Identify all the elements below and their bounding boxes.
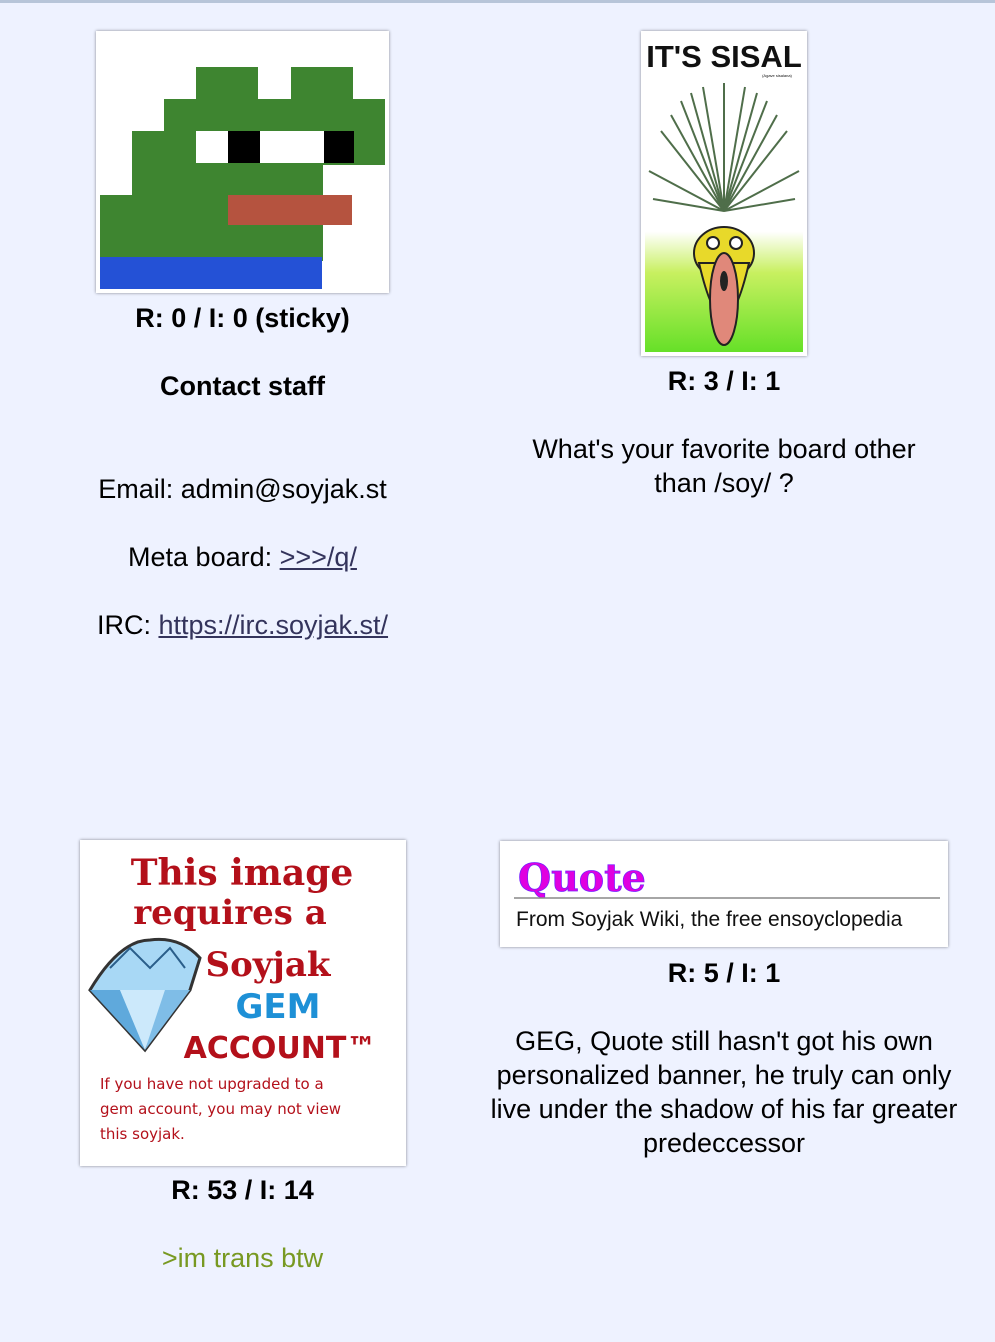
thread-thumbnail[interactable] <box>641 31 807 356</box>
thread-thumbnail[interactable] <box>80 840 406 1166</box>
thread-thumbnail[interactable] <box>500 841 948 947</box>
thread-thumbnail[interactable] <box>96 31 389 293</box>
quote-title: Quote <box>518 855 646 900</box>
gem-small-3: this soyjak. <box>100 1125 185 1143</box>
gem-account-icon <box>80 840 406 1166</box>
gem-line-4: GEM <box>235 987 321 1027</box>
meta-board-label: Meta board: <box>128 542 280 572</box>
thread-stats: R: 0 / I: 0 (sticky) <box>135 303 350 333</box>
thread-stats: R: 3 / I: 1 <box>667 366 781 396</box>
gem-small-1: If you have not upgraded to a <box>100 1075 324 1093</box>
pixel-frog-icon <box>96 31 389 293</box>
wiki-banner-icon <box>500 841 948 947</box>
thread-body <box>40 472 445 642</box>
irc-link[interactable]: https://irc.soyjak.st/ <box>158 610 389 640</box>
gem-small-2: gem account, you may not view <box>100 1100 342 1118</box>
thread-body: GEG, Quote still hasn't got his own personalized banner, he truly can only live under the shadow of his far greater predeccessor <box>490 1026 958 1158</box>
catalog-thread-contact-staff <box>40 0 445 700</box>
meta-board-line <box>40 540 445 574</box>
catalog-thread-sisal <box>490 0 958 700</box>
email-line: Email: admin@soyjak.st <box>98 474 387 504</box>
quote-caption: From Soyjak Wiki, the free ensoyclopedia <box>516 908 903 931</box>
sisal-subtitle: (Agave sisalana) <box>762 73 792 78</box>
gem-line-5: ACCOUNT™ <box>183 1031 377 1066</box>
irc-label: IRC: <box>96 610 159 640</box>
thread-stats: R: 53 / I: 14 <box>171 1175 314 1205</box>
thread-body-greentext: >im trans btw <box>161 1243 324 1273</box>
gem-line-2: requires a <box>133 893 327 933</box>
sisal-title: IT'S SISAL <box>646 39 802 74</box>
catalog-thread-quote <box>490 820 958 1300</box>
gem-line-3: Soyjak <box>205 945 331 985</box>
thread-subject: Contact staff <box>159 371 325 401</box>
irc-line <box>40 608 445 642</box>
sisal-soyjak-icon <box>641 31 807 356</box>
meta-board-link[interactable]: >>>/q/ <box>279 542 357 572</box>
thread-body: What's your favorite board other than /soy/ ? <box>532 434 916 498</box>
gem-line-1: This image <box>130 852 354 894</box>
thread-stats: R: 5 / I: 1 <box>667 958 781 988</box>
catalog-thread-gem-account <box>40 820 445 1300</box>
